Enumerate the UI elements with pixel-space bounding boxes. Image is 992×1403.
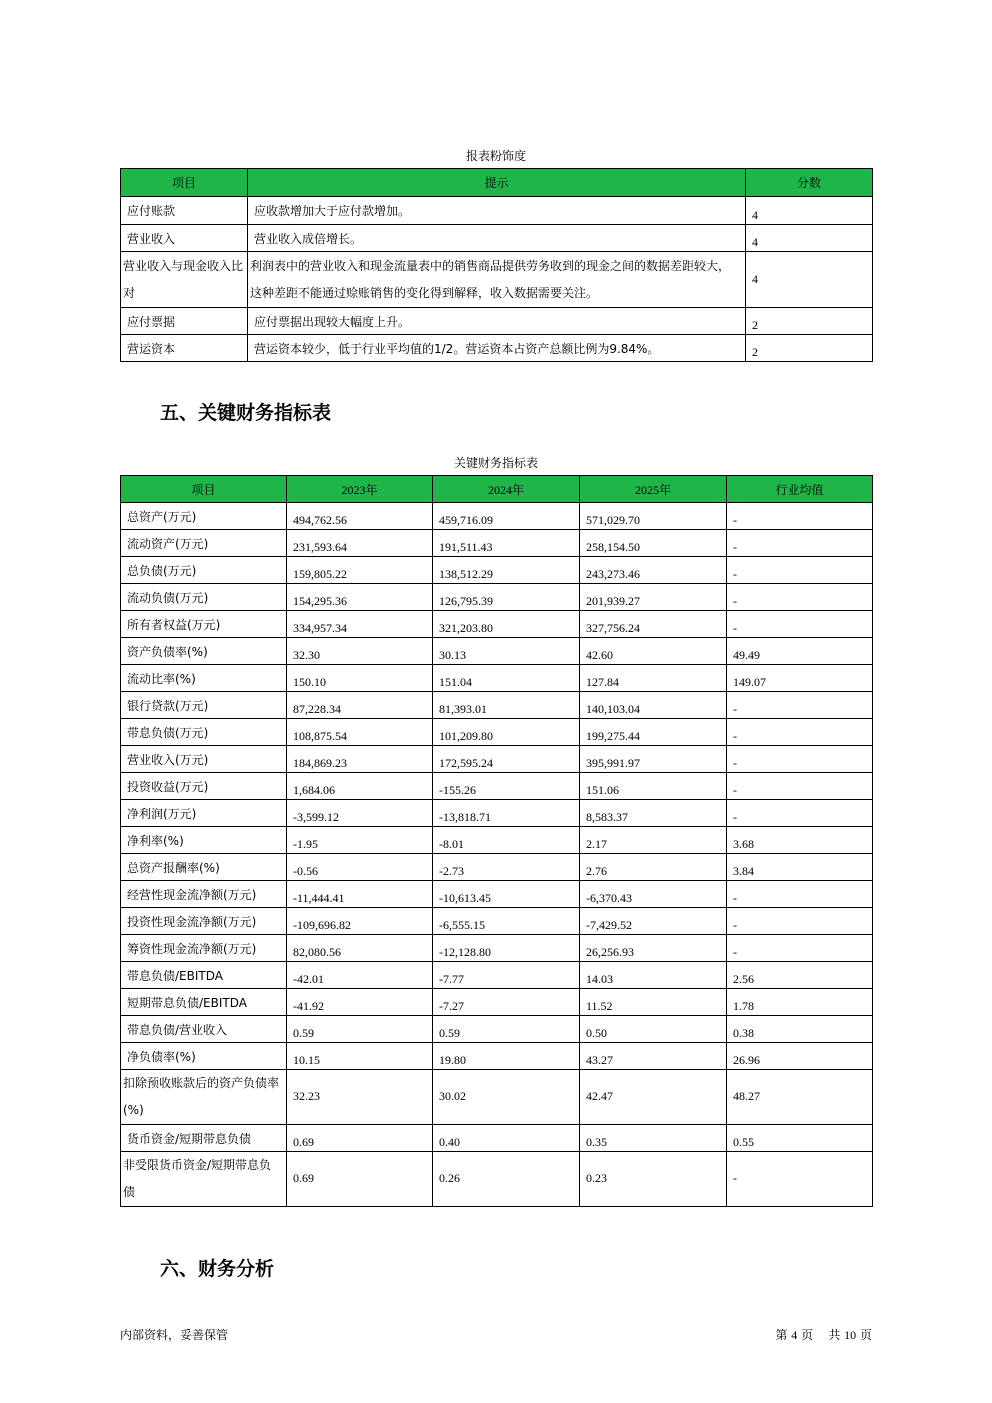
table-row [121, 827, 873, 854]
row-item: 总负债(万元) [121, 557, 287, 584]
row-2025: 243,273.46 [580, 557, 727, 584]
table-row [121, 665, 873, 692]
table-row [121, 854, 873, 881]
row-2023: -0.56 [287, 854, 433, 881]
table-row [121, 308, 873, 335]
page-mid: 页 共 [801, 1328, 841, 1342]
row-item: 净利率(%) [121, 827, 287, 854]
row-2025: 258,154.50 [580, 530, 727, 557]
table-row [121, 800, 873, 827]
table-row [121, 1043, 873, 1070]
row-industry-avg: 48.27 [727, 1070, 873, 1125]
row-industry-avg: - [727, 503, 873, 530]
row-2025: 327,756.24 [580, 611, 727, 638]
row-item: 营业收入 [121, 225, 248, 252]
row-2025: 571,029.70 [580, 503, 727, 530]
row-2025: 26,256.93 [580, 935, 727, 962]
col-header-item: 项目 [121, 476, 287, 503]
row-item: 银行贷款(万元) [121, 692, 287, 719]
row-2024: -10,613.45 [433, 881, 580, 908]
row-item: 应付账款 [121, 197, 248, 225]
row-2024: -12,128.80 [433, 935, 580, 962]
row-industry-avg: 3.68 [727, 827, 873, 854]
row-2025: 42.60 [580, 638, 727, 665]
row-item: 净负债率(%) [121, 1043, 287, 1070]
row-2025: 140,103.04 [580, 692, 727, 719]
col-header-2023: 2023年 [287, 476, 433, 503]
row-item: 投资性现金流净额(万元) [121, 908, 287, 935]
row-2023: 231,593.64 [287, 530, 433, 557]
row-2024: -8.01 [433, 827, 580, 854]
row-score: 2 [746, 335, 873, 362]
row-industry-avg: - [727, 719, 873, 746]
footer-page-number [775, 1326, 872, 1343]
row-hint: 应付票据出现较大幅度上升。 [248, 308, 746, 335]
row-2023: 0.69 [287, 1125, 433, 1152]
col-header-2024: 2024年 [433, 476, 580, 503]
row-2025: 8,583.37 [580, 800, 727, 827]
row-item: 所有者权益(万元) [121, 611, 287, 638]
row-2025: 2.17 [580, 827, 727, 854]
row-2024: 459,716.09 [433, 503, 580, 530]
row-industry-avg: 0.55 [727, 1125, 873, 1152]
table-row [121, 908, 873, 935]
table-row [121, 962, 873, 989]
row-industry-avg: 49.49 [727, 638, 873, 665]
row-2023: 87,228.34 [287, 692, 433, 719]
row-2025: 0.35 [580, 1125, 727, 1152]
row-2023: -109,696.82 [287, 908, 433, 935]
table-row [121, 773, 873, 800]
row-2023: -3,599.12 [287, 800, 433, 827]
row-2025: 14.03 [580, 962, 727, 989]
row-industry-avg: - [727, 557, 873, 584]
row-2024: -7.27 [433, 989, 580, 1016]
row-2024: 126,795.39 [433, 584, 580, 611]
row-item: 带息负债/营业收入 [121, 1016, 287, 1043]
footer-confidential: 内部资料，妥善保管 [120, 1328, 229, 1342]
table-row [121, 225, 873, 252]
section6-heading: 六、财务分析 [160, 1258, 275, 1280]
page-suffix: 页 [859, 1328, 872, 1342]
table-row [121, 252, 873, 308]
row-item: 总资产(万元) [121, 503, 287, 530]
row-2024: 0.59 [433, 1016, 580, 1043]
table-row [121, 1070, 873, 1125]
row-2023: 32.23 [287, 1070, 433, 1125]
table-row [121, 335, 873, 362]
row-2024: 30.13 [433, 638, 580, 665]
row-item: 带息负债(万元) [121, 719, 287, 746]
row-industry-avg: - [727, 908, 873, 935]
row-2023: 334,957.34 [287, 611, 433, 638]
row-industry-avg: - [727, 530, 873, 557]
row-2024: 151.04 [433, 665, 580, 692]
whitewash-table [120, 168, 873, 362]
row-item: 带息负债/EBITDA [121, 962, 287, 989]
col-header-2025: 2025年 [580, 476, 727, 503]
row-industry-avg: - [727, 692, 873, 719]
row-2023: 32.30 [287, 638, 433, 665]
table1-header-row [121, 169, 873, 197]
row-item: 净利润(万元) [121, 800, 287, 827]
row-2025: 0.23 [580, 1152, 727, 1207]
row-2025: 42.47 [580, 1070, 727, 1125]
row-2023: 494,762.56 [287, 503, 433, 530]
row-item: 经营性现金流净额(万元) [121, 881, 287, 908]
row-industry-avg: - [727, 773, 873, 800]
row-2023: -42.01 [287, 962, 433, 989]
row-2023: -1.95 [287, 827, 433, 854]
row-item: 短期带息负债/EBITDA [121, 989, 287, 1016]
row-industry-avg: 3.84 [727, 854, 873, 881]
row-2024: 101,209.80 [433, 719, 580, 746]
table-row [121, 692, 873, 719]
row-2024: 19.80 [433, 1043, 580, 1070]
table-row [121, 638, 873, 665]
row-2023: 150.10 [287, 665, 433, 692]
row-score: 4 [746, 252, 873, 308]
row-industry-avg: - [727, 881, 873, 908]
row-industry-avg: - [727, 746, 873, 773]
table-row [121, 1152, 873, 1207]
row-industry-avg: - [727, 611, 873, 638]
row-item: 应付票据 [121, 308, 248, 335]
table-row [121, 1016, 873, 1043]
row-2023: 1,684.06 [287, 773, 433, 800]
row-2023: 0.59 [287, 1016, 433, 1043]
row-industry-avg: 2.56 [727, 962, 873, 989]
row-2024: 321,203.80 [433, 611, 580, 638]
row-2023: -11,444.41 [287, 881, 433, 908]
row-hint: 营业收入成倍增长。 [248, 225, 746, 252]
row-2024: 81,393.01 [433, 692, 580, 719]
row-item: 扣除预收账款后的资产负债率(%) [121, 1070, 287, 1125]
row-industry-avg: 1.78 [727, 989, 873, 1016]
row-industry-avg: - [727, 1152, 873, 1207]
table-row [121, 503, 873, 530]
col-header-industry-avg: 行业均值 [727, 476, 873, 503]
row-2023: 0.69 [287, 1152, 433, 1207]
row-2024: 30.02 [433, 1070, 580, 1125]
row-item: 流动比率(%) [121, 665, 287, 692]
row-industry-avg: - [727, 800, 873, 827]
row-item: 筹资性现金流净额(万元) [121, 935, 287, 962]
row-2024: -6,555.15 [433, 908, 580, 935]
row-2023: 184,869.23 [287, 746, 433, 773]
row-2025: 151.06 [580, 773, 727, 800]
row-item: 营运资本 [121, 335, 248, 362]
table-row [121, 530, 873, 557]
row-hint: 营运资本较少，低于行业平均值的1/2。营运资本占资产总额比例为9.84%。 [248, 335, 746, 362]
table2-header-row [121, 476, 873, 503]
row-2025: 127.84 [580, 665, 727, 692]
table-row [121, 989, 873, 1016]
section5-heading: 五、关键财务指标表 [160, 402, 332, 424]
row-item: 流动资产(万元) [121, 530, 287, 557]
table2-caption: 关键财务指标表 [453, 456, 538, 470]
row-score: 4 [746, 225, 873, 252]
row-2024: 191,511.43 [433, 530, 580, 557]
row-industry-avg: 0.38 [727, 1016, 873, 1043]
row-item: 营业收入(万元) [121, 746, 287, 773]
page-total: 10 [844, 1328, 857, 1342]
col-header-hint: 提示 [248, 169, 746, 197]
table-row [121, 719, 873, 746]
row-2024: 0.40 [433, 1125, 580, 1152]
row-2024: 138,512.29 [433, 557, 580, 584]
row-2023: 159,805.22 [287, 557, 433, 584]
row-2025: 0.50 [580, 1016, 727, 1043]
row-2024: -2.73 [433, 854, 580, 881]
row-industry-avg: 26.96 [727, 1043, 873, 1070]
row-2023: 108,875.54 [287, 719, 433, 746]
row-2024: -155.26 [433, 773, 580, 800]
row-2023: -41.92 [287, 989, 433, 1016]
row-2025: 201,939.27 [580, 584, 727, 611]
row-2025: 43.27 [580, 1043, 727, 1070]
col-header-item: 项目 [121, 169, 248, 197]
row-2025: 11.52 [580, 989, 727, 1016]
row-2025: 199,275.44 [580, 719, 727, 746]
row-2024: 0.26 [433, 1152, 580, 1207]
row-2025: -7,429.52 [580, 908, 727, 935]
row-item: 资产负债率(%) [121, 638, 287, 665]
page-num: 4 [791, 1328, 798, 1342]
row-2025: 2.76 [580, 854, 727, 881]
row-2023: 82,080.56 [287, 935, 433, 962]
table-row [121, 584, 873, 611]
row-item: 总资产报酬率(%) [121, 854, 287, 881]
col-header-score: 分数 [746, 169, 873, 197]
row-2023: 10.15 [287, 1043, 433, 1070]
table-row [121, 611, 873, 638]
row-hint: 应收款增加大于应付款增加。 [248, 197, 746, 225]
row-hint: 利润表中的营业收入和现金流量表中的销售商品提供劳务收到的现金之间的数据差距较大，这种差距不能通过赊账销售的变化得到解释，收入数据需要关注。 [248, 252, 746, 308]
key-financial-indicators-table [120, 475, 873, 1207]
table-row [121, 197, 873, 225]
row-item: 营业收入与现金收入比对 [121, 252, 248, 308]
row-2024: 172,595.24 [433, 746, 580, 773]
row-2025: 395,991.97 [580, 746, 727, 773]
page-prefix: 第 [775, 1328, 788, 1342]
row-item: 投资收益(万元) [121, 773, 287, 800]
row-2024: -7.77 [433, 962, 580, 989]
row-item: 流动负债(万元) [121, 584, 287, 611]
table-row [121, 1125, 873, 1152]
table1-caption: 报表粉饰度 [465, 149, 526, 163]
row-industry-avg: - [727, 584, 873, 611]
table-row [121, 935, 873, 962]
table-row [121, 746, 873, 773]
row-industry-avg: 149.07 [727, 665, 873, 692]
row-item: 货币资金/短期带息负债 [121, 1125, 287, 1152]
row-2023: 154,295.36 [287, 584, 433, 611]
row-2025: -6,370.43 [580, 881, 727, 908]
row-industry-avg: - [727, 935, 873, 962]
row-item: 非受限货币资金/短期带息负债 [121, 1152, 287, 1207]
table-row [121, 881, 873, 908]
row-score: 4 [746, 197, 873, 225]
table-row [121, 557, 873, 584]
row-score: 2 [746, 308, 873, 335]
row-2024: -13,818.71 [433, 800, 580, 827]
